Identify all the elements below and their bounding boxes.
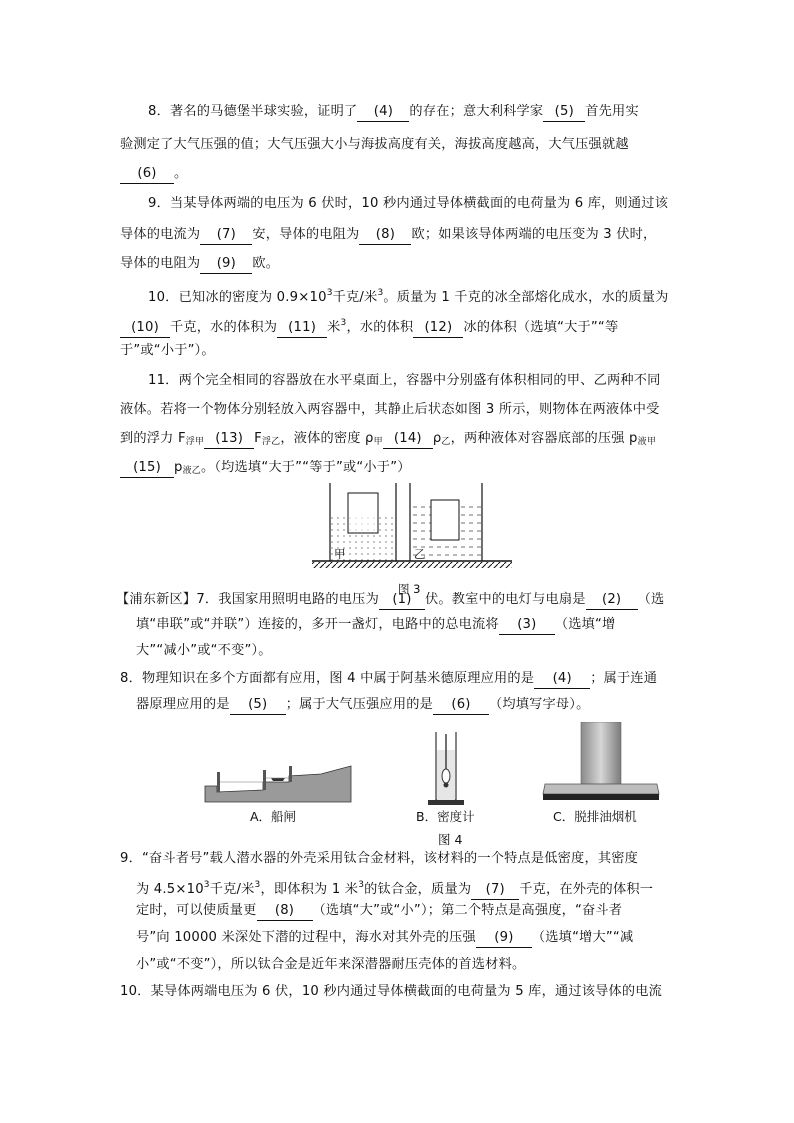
object-block [431, 500, 459, 540]
subscript: 乙 [441, 437, 451, 447]
blank-5[interactable]: (5) [543, 103, 585, 122]
text: 8．物理知识在多个方面都有应用，图 4 中属于阿基米德原理应用的是 [120, 671, 535, 686]
object-submerged [348, 513, 378, 533]
hood-filter [543, 794, 659, 800]
blank-1[interactable]: (1) [379, 591, 425, 610]
blank-12[interactable]: (12) [413, 319, 463, 338]
pd7-line2 [136, 616, 615, 635]
superscript: 3 [203, 880, 210, 890]
source-tag: 【浦东新区】 [116, 592, 197, 607]
q10a-line3: 于”或“小于”）。 [120, 343, 215, 358]
text: 欧；如果该导体两端的电压变为 3 伏时， [411, 227, 657, 242]
text: （均填写字母）。 [488, 697, 590, 712]
superscript: 3 [358, 880, 365, 890]
pd7-line3: 大”“减小”或“不变”）。 [136, 643, 272, 658]
text: ρ [432, 431, 442, 446]
text: 千克/米 [332, 290, 378, 305]
text: 器原理应用的是 [136, 697, 230, 712]
blank-8[interactable]: (8) [359, 226, 411, 245]
figure-4a-ship-lock [203, 752, 353, 804]
blank-4[interactable]: (4) [357, 103, 409, 122]
q9a-line1: 9．当某导体两端的电压为 6 伏时，10 秒内通过导体横截面的电荷量为 6 库，则通过该 [148, 196, 669, 211]
text: 的存在；意大利科学家 [409, 104, 544, 119]
q11-line4 [120, 459, 411, 480]
pd9-line5: 小”或“不变”），所以钛合金是近年来深潜器耐压壳体的首选材料。 [136, 957, 526, 972]
label-yi: 乙 [414, 547, 426, 561]
pd9-line3 [136, 902, 622, 921]
blank-4[interactable]: (4) [534, 670, 590, 689]
figure-4c-range-hood [541, 722, 661, 804]
table-hatch [312, 562, 512, 568]
text: 定时，可以使质量更 [136, 903, 257, 918]
text: 。质量为 1 千克的冰全部熔化成水，水的质量为 [383, 290, 669, 305]
ship-icon [271, 778, 285, 781]
q9a-line2 [120, 226, 656, 245]
q8a-line2: 验测定了大气压强的值；大气压强大小与海拔高度有关，海拔高度越高，大气压强就越 [120, 137, 629, 152]
figure-4c-caption: C．脱排油烟机 [553, 809, 637, 824]
text: ；属于大气压强应用的是 [285, 697, 433, 712]
blank-11[interactable]: (11) [277, 319, 327, 338]
blank-9[interactable]: (9) [200, 255, 252, 274]
pd9-line4 [136, 929, 633, 948]
blank-7[interactable]: (7) [200, 226, 252, 245]
text: （选填“增大”“减 [531, 930, 634, 945]
text: （选填“增 [554, 617, 616, 632]
pd9-line2 [136, 876, 653, 900]
lock-gate [289, 766, 292, 782]
blank-10[interactable]: (10) [120, 319, 170, 338]
figure-4b-hydrometer [426, 730, 466, 808]
subscript: 浮甲 [185, 437, 205, 447]
figure-3-caption: 图 3 [398, 582, 421, 596]
text: p [174, 460, 183, 475]
q10a-line1 [148, 284, 669, 307]
q8a-line1 [148, 103, 639, 122]
subscript: 甲 [373, 437, 383, 447]
text: 千克/米 [209, 882, 255, 897]
pd10-line1: 10．某导体两端电压为 6 伏，10 秒内通过导体横截面的电荷量为 5 库，通过该导体的电流 [120, 984, 663, 999]
text: 填“串联”或“并联”）连接的，多开一盏灯，电路中的总电流将 [136, 617, 499, 632]
text: 导体的电阻为 [120, 256, 201, 271]
text: F [254, 431, 262, 446]
text: 伏。教室中的电灯与电扇是 [424, 592, 586, 607]
subscript: 液乙 [182, 466, 201, 476]
blank-9[interactable]: (9) [476, 929, 532, 948]
text: 冰的体积（选填“大于”“等 [463, 320, 619, 335]
text: 。 [174, 166, 188, 181]
figure-4-caption: 图 4 [438, 832, 463, 847]
text: ，两种液体对容器底部的压强 p [450, 431, 638, 446]
text: （选填“大”或“小”）；第二个特点是高强度，“奋斗者 [312, 903, 623, 918]
q9a-line3 [120, 255, 279, 274]
text: 千克，水的体积为 [170, 320, 278, 335]
lock-gate [263, 770, 266, 790]
q8a-line3 [120, 165, 187, 184]
text: ，即体积为 1 米 [260, 882, 359, 897]
text: 安，导体的电阻为 [252, 227, 360, 242]
text: ，液体的密度 ρ [280, 431, 374, 446]
label-jia: 甲 [334, 547, 346, 561]
subscript: 液甲 [637, 437, 657, 447]
blank-14[interactable]: (14) [383, 430, 433, 449]
figure-4b-caption: B．密度计 [416, 809, 475, 824]
q10a-line2 [120, 314, 618, 338]
text: 7．我国家用照明电路的电压为 [196, 592, 379, 607]
blank-5[interactable]: (5) [230, 696, 286, 715]
pd7-line1 [116, 591, 664, 610]
text: 千克，在外壳的体积一 [519, 882, 654, 897]
text: ，水的体积 [346, 320, 414, 335]
q11-line3 [120, 430, 656, 451]
superscript: 3 [377, 288, 384, 298]
lock-gate [217, 772, 220, 792]
text: 8．著名的马德堡半球实验，证明了 [148, 104, 358, 119]
hood-chimney [581, 722, 621, 784]
text: 到的浮力 F [120, 431, 186, 446]
blank-6[interactable]: (6) [433, 696, 489, 715]
superscript: 3 [340, 318, 347, 328]
subscript: 浮乙 [261, 437, 281, 447]
text: 。（均选填“大于”“等于”或“小于”） [200, 460, 411, 475]
text: （选 [637, 592, 665, 607]
superscript: 3 [254, 880, 261, 890]
text: 首先用实 [585, 104, 639, 119]
blank-13[interactable]: (13) [204, 430, 254, 449]
hood-canopy [543, 784, 659, 794]
blank-7[interactable]: (7) [471, 881, 519, 900]
q11-line2: 液体。若将一个物体分别轻放入两容器中，其静止后状态如图 3 所示，则物体在两液体中受 [120, 402, 660, 417]
text: 导体的电流为 [120, 227, 201, 242]
text: 米 [327, 320, 341, 335]
text: ；属于连通 [590, 671, 658, 686]
text: 为 4.5×10 [136, 882, 204, 897]
blank-15[interactable]: (15) [120, 459, 174, 478]
blank-3[interactable]: (3) [499, 616, 555, 635]
pd8-line2 [136, 696, 589, 715]
figure-4a-caption: A．船闸 [250, 809, 297, 824]
text: 号”向 10000 米深处下潜的过程中，海水对其外壳的压强 [136, 930, 476, 945]
superscript: 3 [326, 288, 333, 298]
pd8-line1 [120, 670, 657, 689]
figure-3-containers [300, 480, 515, 576]
text: 欧。 [252, 256, 280, 271]
hydrometer-bulb [442, 769, 450, 783]
text: 的钛合金，质量为 [364, 882, 472, 897]
q11-line1: 11．两个完全相同的容器放在水平桌面上，容器中分别盛有体积相同的甲、乙两种不同 [148, 373, 661, 388]
stand-base [428, 800, 464, 805]
pd9-line1: 9．“奋斗者号”载人潜水器的外壳采用钛合金材料，该材料的一个特点是低密度，其密度 [120, 851, 638, 866]
blank-6[interactable]: (6) [120, 165, 174, 184]
blank-8[interactable]: (8) [257, 902, 313, 921]
blank-2[interactable]: (2) [586, 591, 638, 610]
text: 10．已知冰的密度为 0.9×10 [148, 290, 327, 305]
